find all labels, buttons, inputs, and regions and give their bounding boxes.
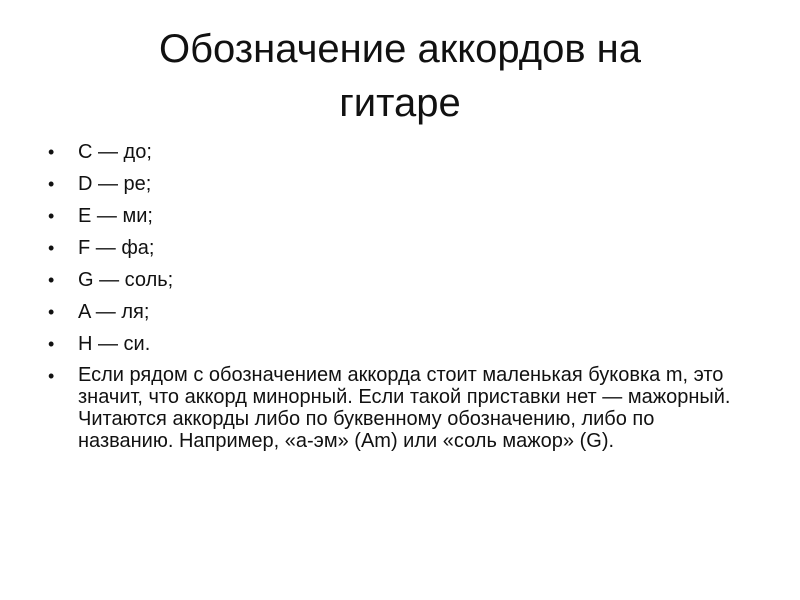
list-item — [48, 332, 748, 356]
list-item-text: D — ре; — [78, 173, 152, 195]
bullet-icon: • — [48, 238, 55, 258]
bullet-icon: • — [48, 142, 55, 162]
list-item — [48, 204, 748, 228]
bullet-icon: • — [48, 174, 55, 194]
list-item — [48, 300, 748, 324]
list-item — [48, 140, 748, 164]
list-item — [48, 236, 748, 260]
bullet-icon: • — [48, 206, 55, 226]
list-item-text: Если рядом с обозначением аккорда стоит маленькая буковка m, это значит, что аккорд минорный. Если такой приставки нет — мажорный. Читаются аккорды либо по буквенному обозначению, либо по названию. Например, «а-эм» (Am) или «соль мажор» (G). — [78, 364, 731, 452]
list-item-text: A — ля; — [78, 301, 150, 323]
bullet-list — [48, 140, 748, 460]
list-item — [48, 172, 748, 196]
bullet-icon: • — [48, 334, 55, 354]
bullet-icon: • — [48, 302, 55, 322]
list-item — [48, 268, 748, 292]
list-item-text: G — соль; — [78, 269, 174, 291]
bullet-icon: • — [48, 270, 55, 290]
list-item — [48, 364, 748, 452]
slide-title — [60, 22, 740, 130]
slide-title-line-2: гитаре — [339, 81, 461, 125]
list-item-text: E — ми; — [78, 205, 153, 227]
slide-title-line-1: Обозначение аккордов на — [158, 27, 642, 71]
list-item-text: F — фа; — [78, 237, 155, 259]
bullet-icon: • — [48, 366, 55, 386]
list-item-text: H — си. — [78, 333, 151, 355]
list-item-text: C — до; — [78, 141, 152, 163]
